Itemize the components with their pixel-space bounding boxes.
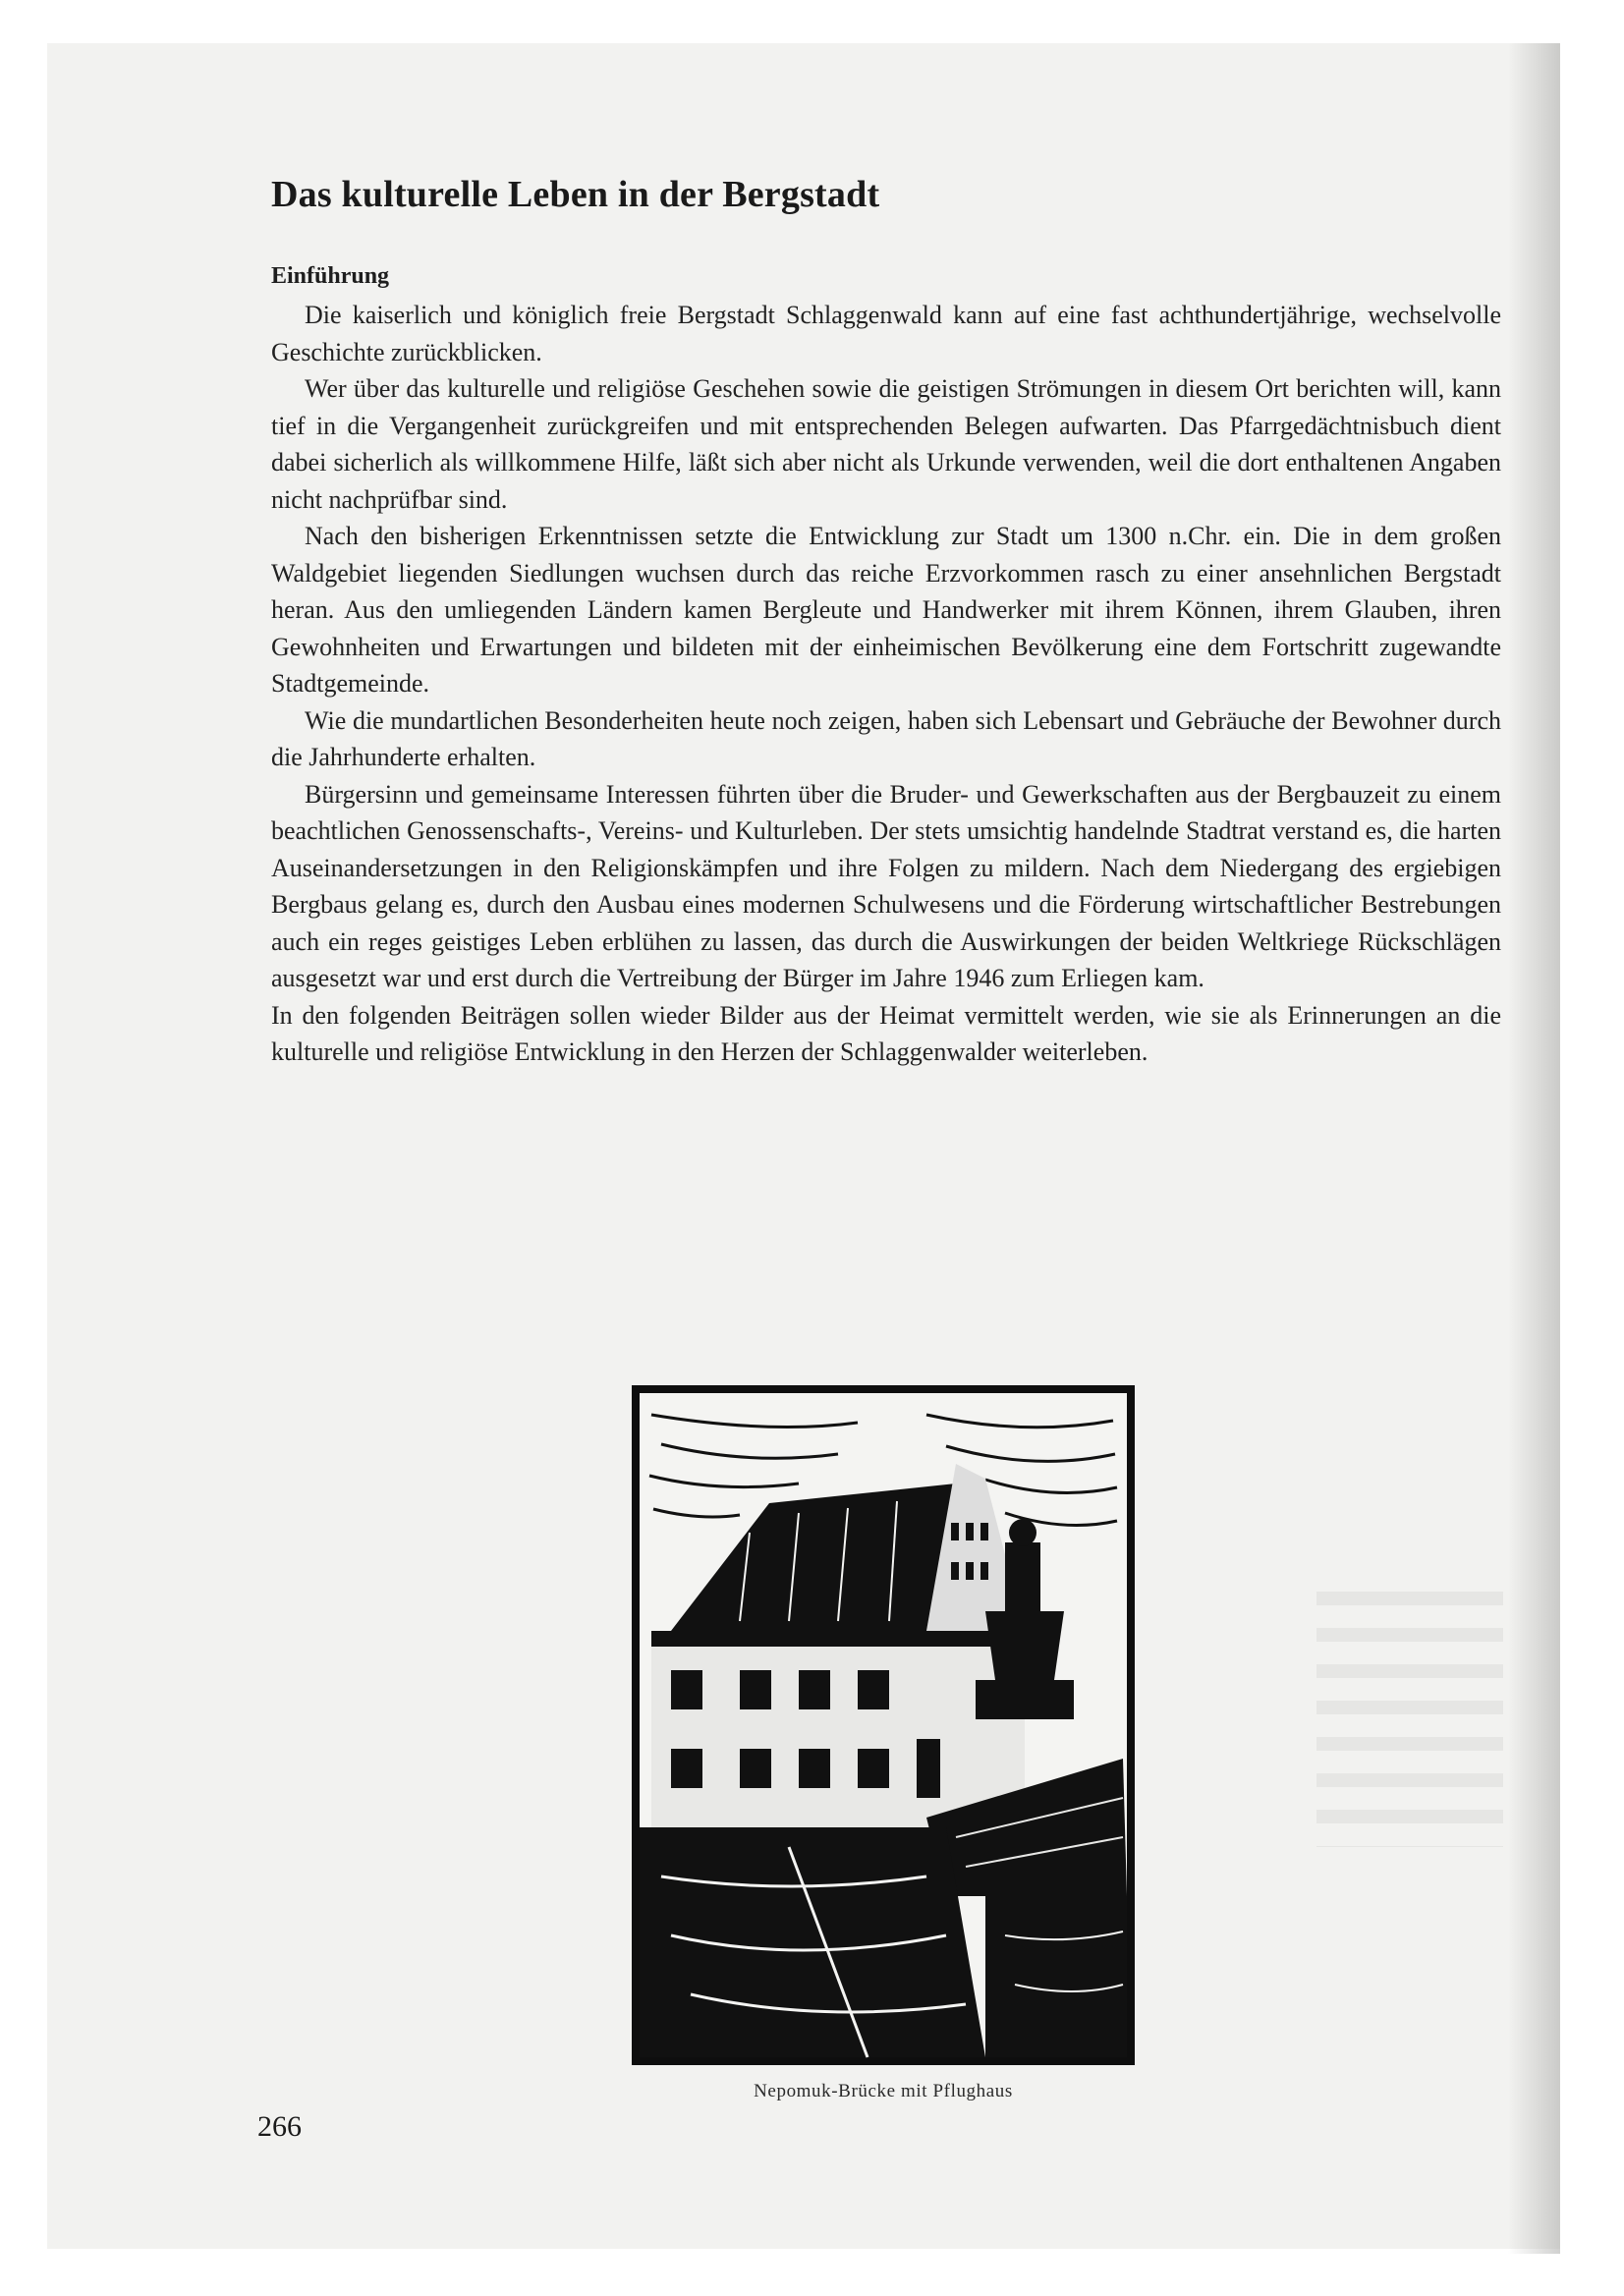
paragraph: Nach den bisherigen Erkenntnissen setzte die Entwicklung zur Stadt um 1300 n.Chr. ein. Die in dem großen Waldgebiet liegenden Siedlungen wuchsen durch das reiche Erzvorkommen rasch zu einer ansehnlichen Bergstadt heran. Aus den umliegenden Ländern kamen Bergleute und Handwerker mit ihrem Können, ihrem Glauben, ihren Gewohnheiten und Erwartungen und bildeten mit der einheimischen Bevölkerung eine dem Fortschritt zugewandte Stadtgemeinde. xyxy=(271,522,1501,698)
paragraph: Die kaiserlich und königlich freie Bergstadt Schlaggenwald kann auf eine fast achthundertjährige, wechselvolle Geschichte zurückblicken. xyxy=(271,301,1501,366)
section-heading: Einführung xyxy=(271,263,390,289)
paragraph: In den folgenden Beiträgen sollen wieder Bilder aus der Heimat vermittelt werden, wie sie als Erinnerungen an die kulturelle und religiöse Entwicklung in den Herzen der Schlaggenwalder weiterleben. xyxy=(271,1000,1501,1066)
scan-margin xyxy=(1560,39,1624,2296)
paragraph: Wer über das kulturelle und religiöse Geschehen sowie die geistigen Strömungen in diesem Ort berichten will, kann tief in die Vergangenheit zurückgreifen und mit entsprechenden Belegen aufwarten. Das Pfarrgedächtnisbuch dient dabei sicherlich als willkommene Hilfe, läßt sich aber nicht als Urkunde verwenden, weil die dort enthaltenen Angaben nicht nachprüfbar sind. xyxy=(271,374,1501,514)
figure-caption: Nepomuk-Brücke mit Pflughaus xyxy=(754,2081,1013,2101)
paragraph: Wie die mundartlichen Besonderheiten heute noch zeigen, haben sich Lebensart und Gebräuche der Bewohner durch die Jahrhunderte erhalten. xyxy=(271,705,1501,771)
page-number: 266 xyxy=(257,2110,302,2143)
bleed-through-marks xyxy=(1316,1592,1503,1847)
page-title: Das kulturelle Leben in der Bergstadt xyxy=(271,174,880,215)
woodcut-illustration-bridge-house-icon xyxy=(632,1385,1135,2065)
paragraph: Bürgersinn und gemeinsame Interessen führten über die Bruder- und Gewerkschaften aus der Bergbauzeit zu einem beachtlichen Genossenschafts-, Vereins- und Kulturleben. Der stets umsichtig handelnde Stadtrat verstand es, die harten Auseinandersetzungen in den Religionskämpfen und ihre Folgen zu mildern. Nach dem Niedergang des ergiebigen Bergbaus gelang es, durch den Ausbau eines modernen Schulwesens und die Förderung wirtschaftlicher Bestrebungen auch ein reges geistiges Leben erblühen zu lassen, das durch die Auswirkungen der beiden Weltkriege Rückschlägen ausgesetzt war und erst durch die Vertreibung der Bürger im Jahre 1946 zum Erliegen kam. xyxy=(271,779,1501,992)
body-text xyxy=(271,297,1501,1071)
